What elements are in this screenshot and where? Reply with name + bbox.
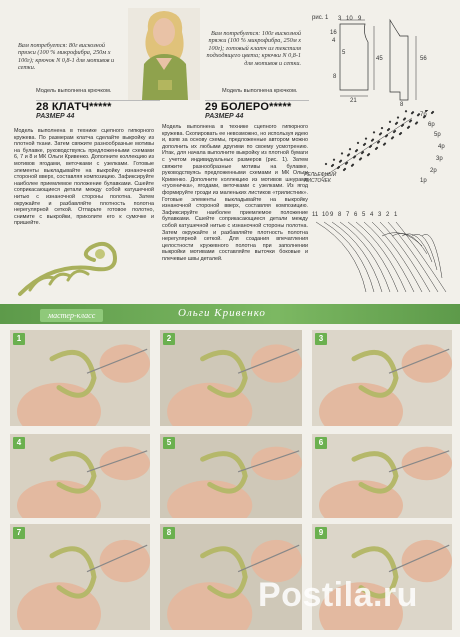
leaf-stitch-diagram [304, 110, 452, 192]
item-bar-28 [36, 100, 160, 120]
fan-num-8: 8 [338, 212, 342, 218]
item-bar-29 [205, 100, 309, 120]
left-materials: Вам потребуется: 80г вискозной пряжи (100 % микрофибра, 250м х 100г); крючок N 0,8-1 для мотивов и сетки. [18, 42, 115, 72]
fan-num-2: 2 [386, 212, 390, 218]
fan-num-11: 11 [312, 212, 319, 218]
fan-num-1: 1 [394, 212, 398, 218]
text-column-right: Модель выполнена в технике сцепного гипюрного кружева. Скопировать ее невозможно, но используя идею и, взяв за основу схемы, предложенные автором можно дополнить их любыми другими по своему усмотрению. Итак, для начала выполните выкройку из плотной бумаги с учетом индивидуальных размеров (рис. 1). Затем свяжите разнообразные мотивы на булавке, руководствуясь предложенными схемами и МК Ольги Кривенко. Дополните коллекцию из мотивов шнурами «гусеничка», ягодами, веточками с узелками. Из ягод формируйте грозди из маленьких листиков «трилистник». Готовые элементы выкладывайте на выкройку изнаночной стороной вверх, составляя композицию. Зафиксируйте наиболее приемлемое положение булавками. Сшейте соприкасающиеся детали между собой катушечной нитью с изнаночной стороны полотна. Затем окружайте и разбавляйте плотность полотна нерегулярной сеткой. Для создания впечатления целостности кружевного полотна при заполнении выкройки мотивами составляйте выточки боковые и плечевые швы деталей. [162, 124, 308, 262]
model-photo [128, 8, 200, 100]
step-photo-1 [10, 330, 150, 426]
lace-motif-image [10, 234, 150, 306]
step-number-badge: 2 [163, 333, 175, 345]
step-photo-7 [10, 524, 150, 630]
bolero-pattern-diagram [330, 16, 442, 110]
leaf-label: РЕЛЬЕФНЫЙ ЛИСТОЧЕК [304, 172, 337, 184]
dim-10: 10 [346, 16, 353, 22]
step-number-badge: 8 [163, 527, 175, 539]
step-number-badge: 9 [315, 527, 327, 539]
item-number-28: 28 КЛАТЧ***** [36, 101, 112, 113]
item-size-28: РАЗМЕР 44 [36, 113, 75, 120]
dim-56: 56 [420, 56, 427, 62]
dim-45: 45 [376, 56, 383, 62]
fan-num-10: 10 [322, 212, 329, 218]
step-photo-5 [160, 434, 302, 518]
step-number-badge: 6 [315, 437, 327, 449]
dim-5: 5 [342, 50, 346, 56]
leaf-row-6: 6р [428, 122, 435, 128]
step-number-badge: 4 [13, 437, 25, 449]
step-number-badge: 7 [13, 527, 25, 539]
dim-16: 16 [330, 30, 337, 36]
step-number-badge: 5 [163, 437, 175, 449]
dim-8b: 8 [400, 102, 404, 108]
step-number-badge: 1 [13, 333, 25, 345]
step-photo-3 [312, 330, 452, 426]
fan-num-7: 7 [346, 212, 350, 218]
masterclass-author: Ольги Кривенко [178, 307, 266, 319]
step-number-badge: 3 [315, 333, 327, 345]
leaf-row-4: 4р [438, 144, 445, 150]
right-credit: Модель выполнена крючком. [222, 88, 298, 94]
item-number-29: 29 БОЛЕРО***** [205, 101, 292, 113]
leaf-row-5: 5р [434, 132, 441, 138]
text-column-left: Модель выполнена в технике сцепного гипюрного кружева. По размерам клатча сделайте выкройку из плотной ткани. Затем свяжите разнообразные мотивы на булавке, руководствуясь предложенными схемами 6, 7 и 8 и МК Ольги Кривенко. Дополните коллекцию из мотивов ягодами, веточками с узелками. Готовые элементы выкладывайте на выкройку изнаночной стороной вверх, составляя композицию. Зафиксируйте наиболее приемлемое положение булавками. Сшейте соприкасающиеся детали между собой катушечной нитью с изнаночной стороны полотна. Затем окружайте и разбавляйте плотность полотна нерегулярной сеткой. Отпарьте готовое полотно, снимите с выкройки, приколите его к сумочке и пришейте. [14, 128, 154, 227]
fan-num-6: 6 [354, 212, 358, 218]
fan-num-9: 9 [330, 212, 334, 218]
right-materials: Вам потребуется: 100г вискозной пряжи (100 % микрофибра, 250м х 100г); готовый клатч из текстиля подходящего цвета; крючки N 0,8-1 для мотивов и сетки. [206, 30, 301, 67]
dim-3: 3 [338, 16, 342, 22]
dim-9: 9 [358, 16, 362, 22]
fan-stitch-diagram [312, 196, 452, 314]
fan-num-3: 3 [378, 212, 382, 218]
dim-4: 4 [332, 38, 336, 44]
dim-8: 8 [333, 74, 337, 80]
masterclass-tag: мастер-класс [40, 309, 103, 322]
pattern-label: рис. 1 [312, 15, 329, 21]
item-size-29: РАЗМЕР 44 [205, 113, 244, 120]
step-photo-4 [10, 434, 150, 518]
leaf-row-7: 7р [420, 112, 427, 118]
step-photo-2 [160, 330, 302, 426]
leaf-row-1: 1р [420, 178, 427, 184]
watermark: Postila.ru [258, 576, 418, 614]
left-credit: Модель выполнена крючком. [36, 88, 112, 94]
dim-21: 21 [350, 98, 357, 104]
leaf-row-2: 2р [430, 168, 437, 174]
fan-num-5: 5 [362, 212, 366, 218]
step-photo-6 [312, 434, 452, 518]
fan-num-4: 4 [370, 212, 374, 218]
leaf-row-3: 3р [436, 156, 443, 162]
